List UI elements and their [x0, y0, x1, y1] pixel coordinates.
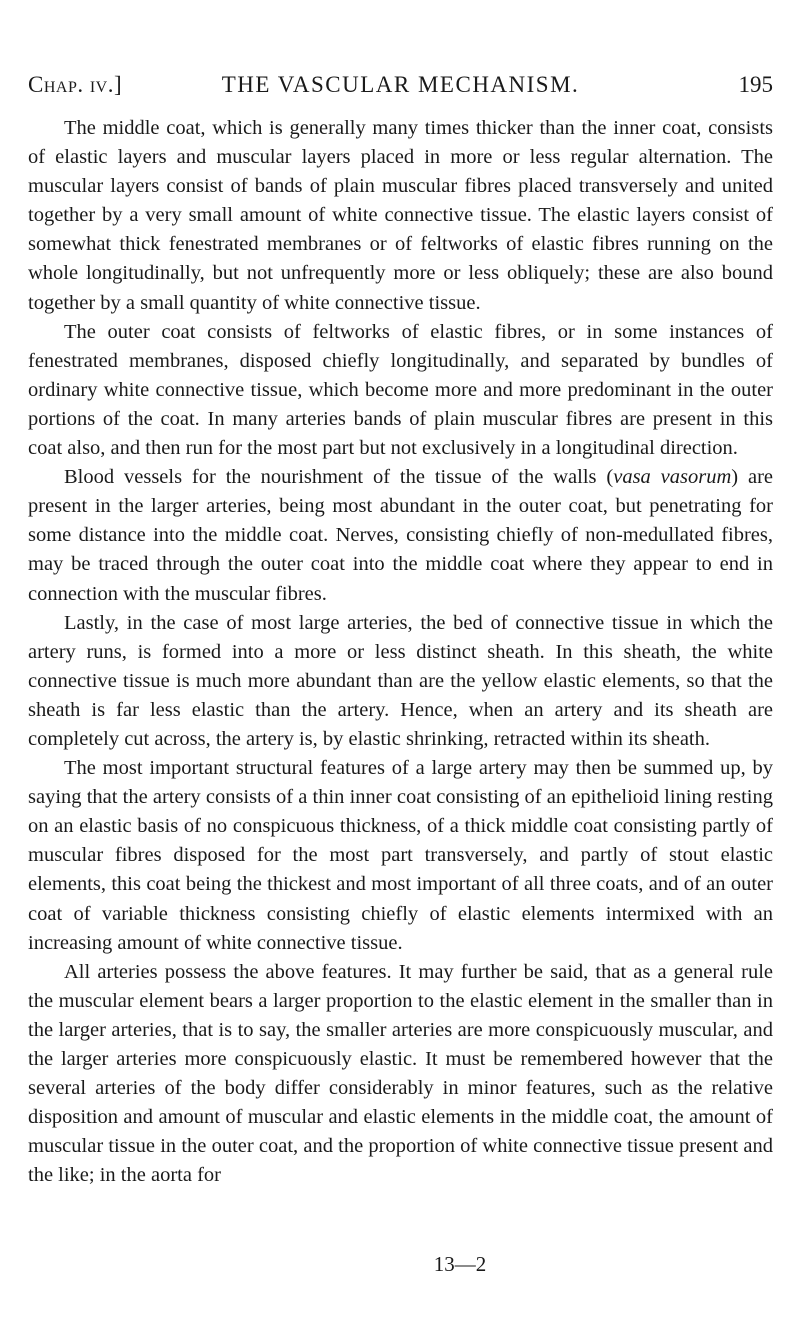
- blood-vessels-text-a: Blood vessels for the nourishment of the tissue of the walls (: [64, 466, 614, 489]
- page-number: 195: [738, 72, 773, 97]
- paragraph-all-arteries: All arteries possess the above features. It may further be said, that as a general rule the muscular element bears a larger proportion to the elastic element in the smaller than in the larger arteries, that is to say, the smaller arteries are more conspicuously muscular, and the larger arteries more conspicuously elastic. It must be remembered however that the several arteries of the body differ considerably in minor features, such as the relative disposition and amount of muscular and elastic elements in the middle coat, the amount of muscular tissue in the outer coat, and the proportion of white connective tissue present and the like; in the aorta for: [28, 960, 773, 1187]
- paragraph-outer-coat: The outer coat consists of feltworks of elastic fibres, or in some instances of fenestrated membranes, disposed chiefly longitudinally, and separated by bundles of ordinary white connective tissue, which become more and more predominant in the outer portions of the coat. In many arteries bands of plain muscular fibres are present in this coat also, and then run for the most part but not exclusively in a longitudinal direction.: [28, 320, 773, 460]
- paragraph-middle-coat: The middle coat, which is generally many times thicker than the inner coat, consists of elastic layers and muscular layers placed in more or less regular alternation. The muscular layers consist of bands of plain muscular fibres placed transversely and united together by a very small amount of white connective tissue. The elastic layers consist of somewhat thick fenestrated membranes or of feltworks of elastic fibres running on the whole longitudinally, but not unfrequently more or less obliquely; these are also bound together by a small quantity of white connective tissue.: [28, 117, 773, 314]
- blood-vessels-text-b: ) are present in the larger arteries, being most abundant in the outer coat, but penetrating for some distance into the middle coat. Nerves, consisting chiefly of non-medullated fibres, may be traced through the outer coat into the middle coat where they appear to end in connection with the muscular fibres.: [28, 466, 774, 605]
- page-title: THE VASCULAR MECHANISM.: [221, 72, 580, 97]
- chapter-label: Chap. iv.]: [28, 72, 123, 97]
- paragraph-blood-vessels: [28, 463, 773, 608]
- vasa-vasorum-term: vasa vasorum: [613, 466, 732, 489]
- running-head: [28, 72, 773, 106]
- body-text: [28, 114, 773, 1190]
- paragraph-summary: The most important structural features of a large artery may then be summed up, by saying that the artery consists of a thin inner coat consisting of an epithelioid lining resting on an elastic basis of no conspicuous thickness, of a thick middle coat consisting partly of muscular fibres disposed for the most part transversely, and partly of stout elastic elements, this coat being the thickest and most important of all three coats, and of an outer coat of variable thickness consisting chiefly of elastic elements intermixed with an increasing amount of white connective tissue.: [28, 757, 773, 954]
- paragraph-sheath: Lastly, in the case of most large arteries, the bed of connective tissue in which the artery runs, is formed into a more or less distinct sheath. In this sheath, the white connective tissue is much more abundant than are the yellow elastic elements, so that the sheath is far less elastic than the artery. Hence, when an artery and its sheath are completely cut across, the artery is, by elastic shrinking, retracted within its sheath.: [28, 611, 773, 750]
- signature-mark: 13—2: [433, 1252, 487, 1276]
